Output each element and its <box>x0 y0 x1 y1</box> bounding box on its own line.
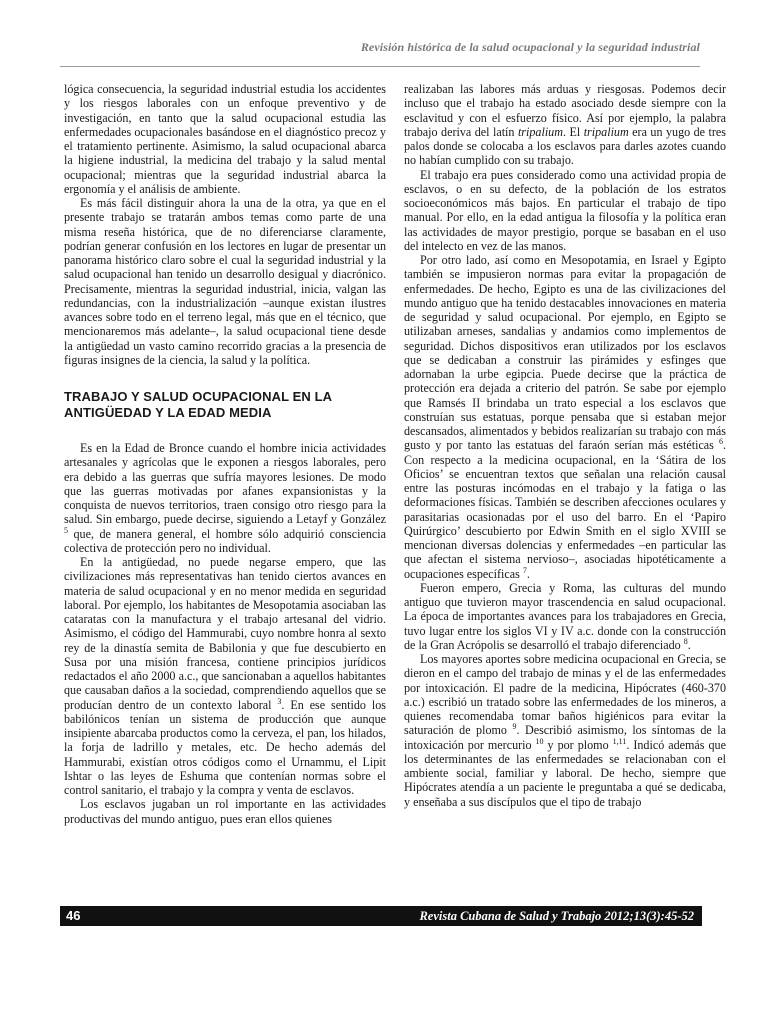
paragraph <box>404 82 726 168</box>
text-run: realizaban las labores más arduas y riesgosas. Podemos decir incluso que el trabajo ha estado asociado desde siempre con la esclavitud y con el esfuerzo físico. Así por ejemplo, la palabra trabajo deriva del latín <box>404 82 726 139</box>
paragraph <box>64 555 386 797</box>
citation-ref: 3 <box>277 696 282 706</box>
paragraph <box>404 652 726 809</box>
text-run: Es en la Edad de Bronce cuando el hombre inicia actividades artesanales y agrícolas que le exponen a riesgos laborales, pero era debido a las guerras que sufría mayores lesiones. De modo que las guerras motivadas por afanes expansionistas y la conquista de nuevos territorios, traen consigo otro riesgo para la salud. Sin embargo, puede decirse, siguiendo a Letayf y González <box>64 441 386 527</box>
right-column <box>404 82 726 809</box>
text-run: y por plomo <box>543 737 609 752</box>
citation-ref: 8 <box>683 636 688 646</box>
text-run: . <box>687 637 691 652</box>
text-run: . Con respecto a la medicina ocupacional, en la ‘Sátira de los Oficios’ se encuentran textos que señalan una relación causal entre las posturas incómodas en el trabajo y la fatiga o las deformaciones físicas. También se describen afecciones oculares y parasitarias ocasionadas por el uso del barro. En el ‘Papiro Quirúrgico’ descubierto por Edwin Smith en el siglo XVIII se mencionan diversas dolencias y enfermedades –en particular las que afectan el sistema nervioso–, asociadas hipotéticamente a ocupaciones específicas <box>404 438 726 581</box>
text-run: . <box>526 566 530 581</box>
text-run: . El <box>562 124 584 139</box>
citation-ref: 7 <box>522 565 527 575</box>
footer-bar <box>60 906 702 926</box>
left-column <box>64 82 386 826</box>
text-run: Fueron empero, Grecia y Roma, las culturas del mundo antiguo que tuvieron mayor trascendencia en salud ocupacional. La época de importantes avances para los trabajadores en Grecia, tuvo lugar entre los siglos VI y IV a.c. donde con la construcción de la Gran Acrópolis se desarrolló el trabajo diferenciado <box>404 580 726 652</box>
citation-ref: 1,11 <box>612 736 627 746</box>
section-heading: TRABAJO Y SALUD OCUPACIONAL EN LA ANTIGÜEDAD Y LA EDAD MEDIA <box>64 389 332 420</box>
running-title: Revisión histórica de la salud ocupacional y la seguridad industrial <box>360 40 700 54</box>
header-rule <box>60 66 700 67</box>
paragraph <box>404 253 726 581</box>
text-run: era un yugo de tres palos donde se colocaba a los esclavos para darles azotes cuando no habían cumplido con su trabajo. <box>404 124 726 168</box>
text-run: Los mayores aportes sobre medicina ocupacional en Grecia, se dieron en el campo del trabajo de minas y el de las enfermedades por intoxicación. El padre de la medicina, Hipócrates (460-370 a.c.) escribió un tratado sobre las enfermedades de los mineros, a quienes recomendaba tomar baños higiénicos para evitar la saturación de plomo <box>404 652 726 738</box>
citation-ref: 6 <box>718 437 723 447</box>
text-run: . Indicó además que los determinantes de las enfermedades se relacionaban con el ambiente social, familiar y laboral. De hecho, siempre que Hipócrates atendía a un paciente le preguntaba a qué se dedicaba, y enseñaba a sus discípulos que el tipo de trabajo <box>404 737 726 809</box>
text-run: . Describió asimismo, los síntomas de la intoxicación por mercurio <box>404 723 726 752</box>
citation-ref: 5 <box>64 525 68 535</box>
text-run: que, de manera general, el hombre sólo adquirió consciencia colectiva de protección pero no individual. <box>64 526 386 555</box>
text-run: . En ese sentido los babilónicos tenían un sistema de producción que aunque insipiente abarcaba productos como la cerveza, el pan, los hilados, la forja de ladrillo y metales, etc. De hecho además del Hammurabi, existían otros códigos como el Urnammu, el Lipit Ishtar o las leyes de Eshuma que contenían normas sobre el control sanitario, el trabajo y la compra y venta de esclavos. <box>64 697 386 797</box>
latin-term: tripalium <box>583 124 629 139</box>
paragraph <box>404 581 726 652</box>
text-run: Por otro lado, así como en Mesopotamia, en Israel y Egipto también se impusieron normas para evitar la propagación de enfermedades. De hecho, Egipto es una de las civilizaciones del mundo antiguo que ha tenido destacables innovaciones en materia de seguridad y salud ocupacional. Por ejemplo, en Egipto se utilizaban arneses, sandalias y andamios como implementos de seguridad. Dichos dispositivos eran utilizados por los esclavos que se dedicaban a construir las pirámides y esfinges que adornaban la urbe egipcia. Puede decirse que la práctica de protección era dejada a criterio del patrón. Se sabe por ejemplo que Ramsés II brindaba un trato especial a los esclavos que construían sus estatuas, porque pensaba que si estaban mejor descansados, alimentados y bebidos realizarían su trabajo con más gusto y por tanto las estatuas del faraón serían más estéticas <box>404 253 726 453</box>
paragraph: lógica consecuencia, la seguridad industrial estudia los accidentes y los riesgos laborales con un enfoque preventivo y de investigación, en tanto que la salud ocupacional estudia las enfermedades ocupacionales basándose en el diagnóstico precoz y el tratamiento pertinente. Asimismo, la salud ocupacional abarca la higiene industrial, la medicina del trabajo y la salud mental ocupacional; mientras que la seguridad industrial abarca la ergonomía y el análisis de ambiente. <box>64 82 386 196</box>
latin-term: tripalium <box>517 124 563 139</box>
paragraph <box>64 441 386 555</box>
page-number: 46 <box>66 908 81 923</box>
paragraph: El trabajo era pues considerado como una actividad propia de esclavos, o en su defecto, de la población de los estratos socioeconómicos más bajos. En particular el trabajo de tipo manual. Por ello, en la edad antigua la filosofía y la política eran las actividades de mayor prestigio, porque se basaban en el uso del intelecto en vez de las manos. <box>404 167 726 253</box>
paragraph: Los esclavos jugaban un rol importante en las actividades productivas del mundo antiguo, pues eran ellos quienes <box>64 797 386 826</box>
citation-ref: 10 <box>535 736 544 746</box>
citation-ref: 9 <box>512 722 517 732</box>
journal-citation: Revista Cubana de Salud y Trabajo 2012;13(3):45-52 <box>419 909 694 923</box>
text-run: En la antigüedad, no puede negarse empero, que las civilizaciones más representativas han tenido ciertos avances en materia de salud ocupacional y en no menor medida en seguridad laboral. Por ejemplo, los habitantes de Mesopotamia asociaban las cataratas con la manufactura y el trabajo artesanal del vidrio. Asimismo, el código del Hammurabi, cuyo nombre honra al sexto rey de la dinastía semita de Babilonia y que fue descubierto en Susa por una misión francesa, contiene principios jurídicos redactados el año 2000 a.c., que sancionaban a aquellos habitantes que causaban daños a la sociedad, comprendiendo aquellos que se producían dentro de un contexto laboral <box>64 555 386 712</box>
paragraph: Es más fácil distinguir ahora la una de la otra, ya que en el presente trabajo se tratarán ambos temas como parte de una misma reseña histórica, que de no diferenciarse claramente, podrían generar confusión en los lectores en lugar de presentar un panorama histórico claro sobre el cual la seguridad industrial y la salud ocupacional han tenido un desarrollo desigual y diacrónico. Precisamente, mientras la seguridad industrial, inicia, valgan las redundancias, con la industrialización –aunque existan ilustres avances sobre todo en el terreno legal, más que en el técnico, que mencionaremos más adelante–, la salud ocupacional tiene desde la antigüedad un vasto camino recorrido gracias a la presencia de figuras insignes de la ciencia, la salud y la política. <box>64 196 386 367</box>
